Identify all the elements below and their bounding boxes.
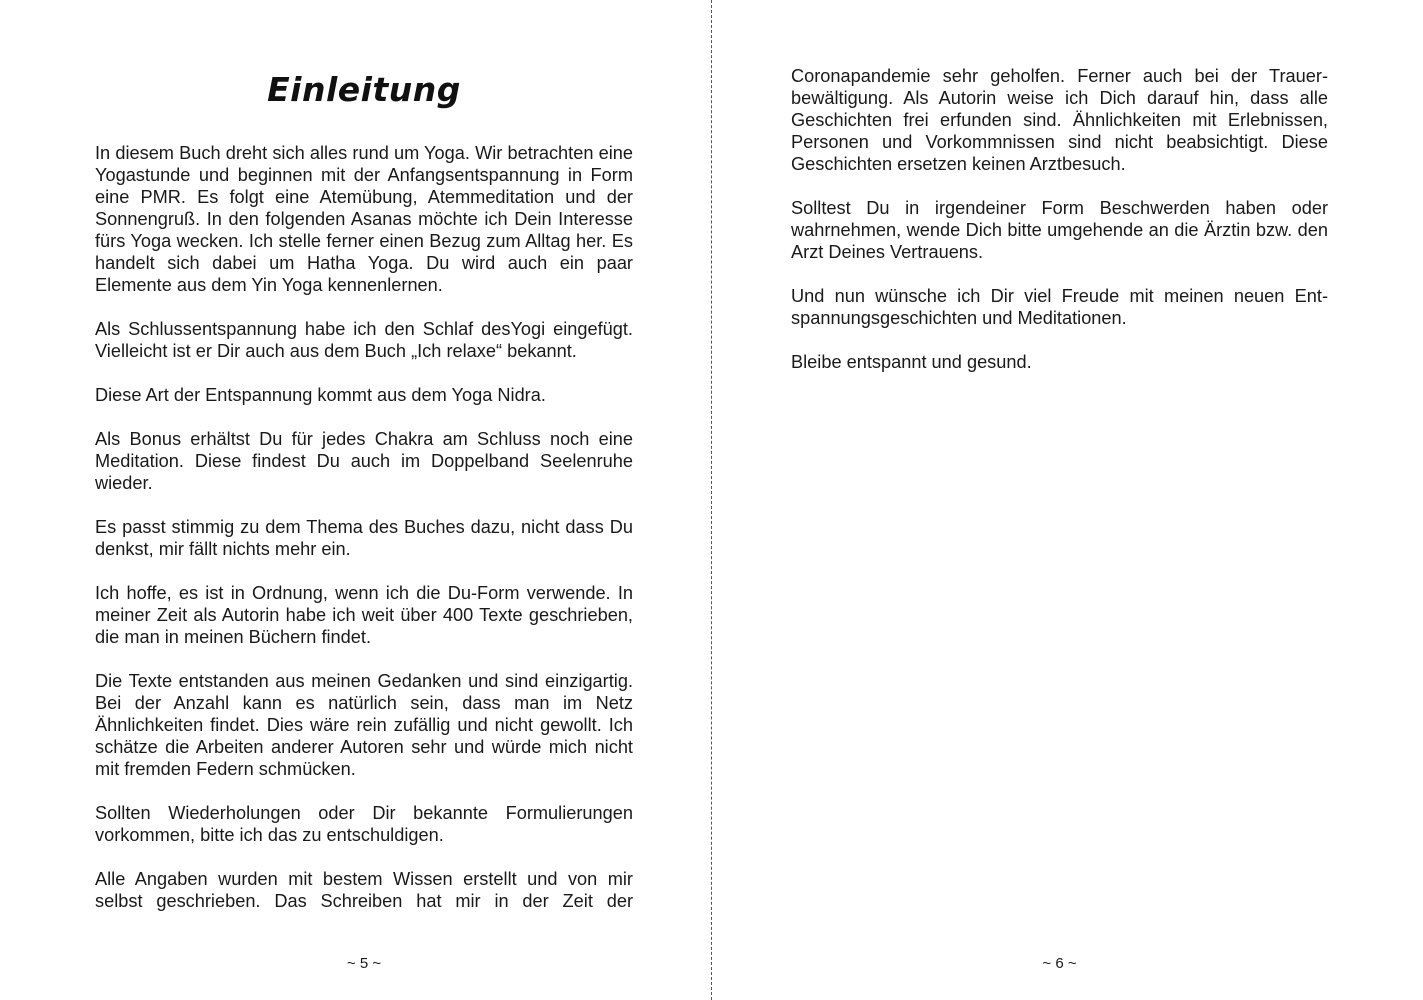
paragraph: Diese Art der Entspannung kommt aus dem Yoga Nidra. [95,385,546,405]
paragraph: Ich hoffe, es ist in Ordnung, wenn ich die Du-Form verwende. In meiner Zeit als Autorin habe ich weit über 400 Texte geschrieben, die man in meinen Büchern findet. [95,583,633,647]
right-page [713,0,1423,1000]
page-number-right: ~ 6 ~ [1042,955,1077,972]
paragraph: Als Schlussentspannung habe ich den Schlaf desYogi eingefügt. Vielleicht ist er Dir auch aus dem Buch „Ich relaxe“ bekannt. [95,319,633,361]
paragraph: Bleibe entspannt und gesund. [791,352,1032,372]
paragraph: Als Bonus erhältst Du für jedes Chakra am Schluss noch eine Meditation. Diese findest Du auch im Doppelband Seelenruhe wieder. [95,429,633,493]
page-divider [711,0,712,1000]
paragraph-continued: Alle Angaben wurden mit bestem Wissen erstellt und von mir selbst geschrieben. Das Schreiben hat mir in der Zeit der [95,869,633,911]
paragraph: Und nun wünsche ich Dir viel Freude mit meinen neuen Entspannungsgeschichten und Meditationen. [791,286,1328,328]
right-page-body [791,65,1328,395]
paragraph: Die Texte entstanden aus meinen Gedanken und sind einzigartig. Bei der Anzahl kann es natürlich sein, dass man im Netz Ähnlichkeiten findet. Dies wäre rein zufällig und nicht gewollt. Ich schätze die Arbeiten anderer Autoren sehr und würde mich nicht mit fremden Federn schmücken. [95,671,633,779]
paragraph: In diesem Buch dreht sich alles rund um Yoga. Wir betrachten eine Yogastunde und beginnen mit der Anfangsentspannung in Form eine PMR. Es folgt eine Atemübung, Atemmeditation und der Sonnengruß. In den folgenden Asanas möchte ich Dein Interesse fürs Yoga wecken. Ich stelle ferner einen Bezug zum Alltag her. Es handelt sich dabei um Hatha Yoga. Du wird auch ein paar Elemente aus dem Yin Yoga kennenlernen. [95,143,633,295]
left-page-body [95,142,633,934]
paragraph: Solltest Du in irgendeiner Form Beschwerden haben oder wahrnehmen, wende Dich bitte umgehende an die Ärztin bzw. den Arzt Deines Vertrauens. [791,198,1328,262]
page-number-left: ~ 5 ~ [346,955,382,972]
chapter-title: Einleitung [267,70,461,109]
paragraph: Es passt stimmig zu dem Thema des Buches dazu, nicht dass Du denkst, mir fällt nichts mehr ein. [95,517,633,559]
paragraph: Coronapandemie sehr geholfen. Ferner auch bei der Trauerbewältigung. Als Autorin weise ich Dich darauf hin, dass alle Geschichten frei erfunden sind. Ähnlichkeiten mit Erlebnissen, Personen und Vorkommnissen sind nicht beabsichtigt. Diese Geschichten ersetzen keinen Arztbesuch. [791,66,1328,174]
paragraph: Sollten Wiederholungen oder Dir bekannte Formulierungen vorkommen, bitte ich das zu entschuldigen. [95,803,633,845]
